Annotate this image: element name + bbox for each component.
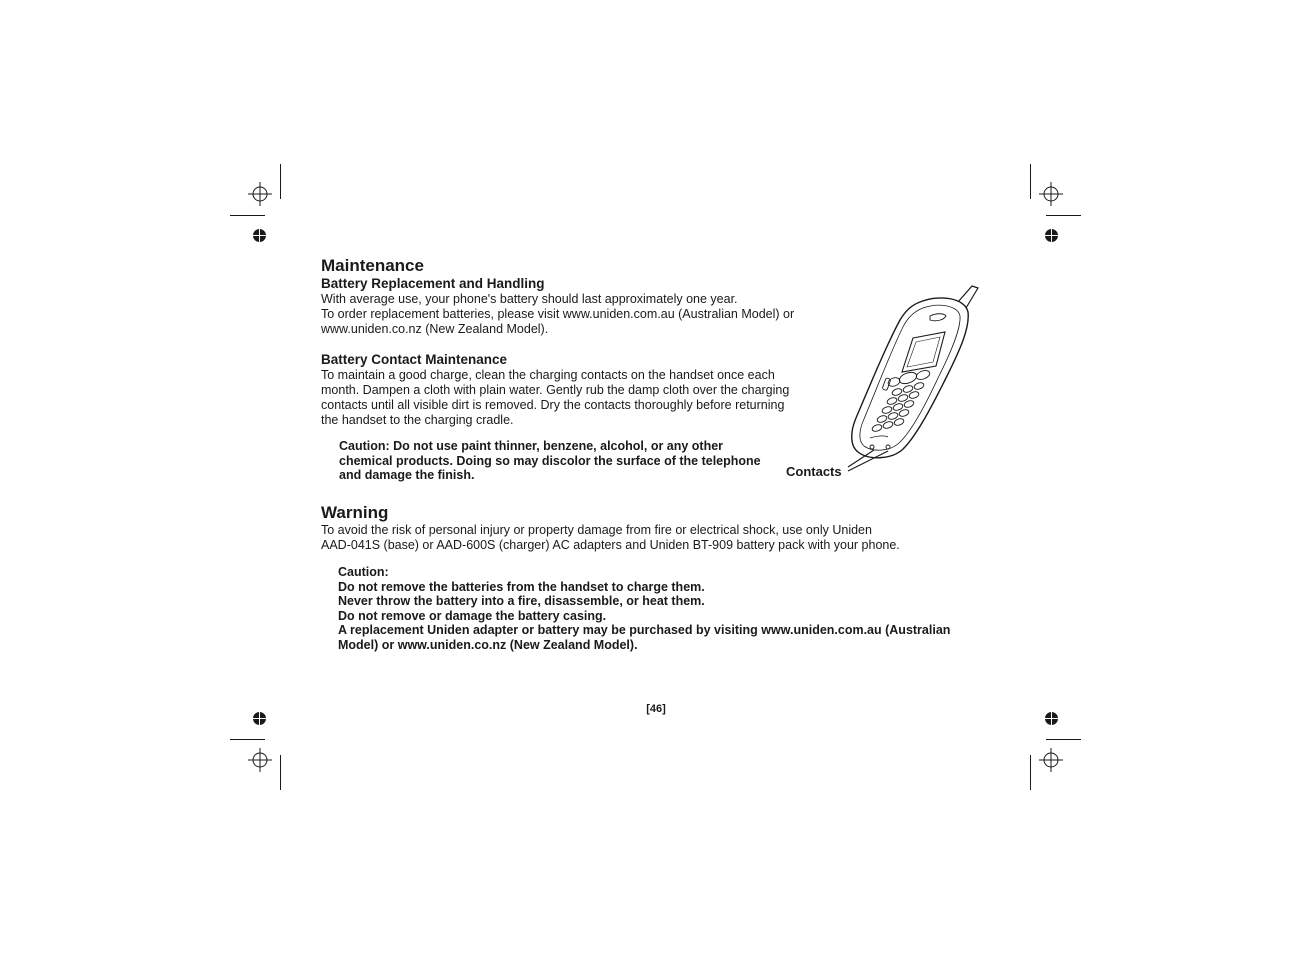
warning-title: Warning (321, 503, 389, 522)
registration-mark-icon (248, 748, 272, 772)
battery-handling-text (321, 292, 794, 336)
crop-line (1046, 739, 1081, 740)
text-line: AAD-041S (base) or AAD-600S (charger) AC adapters and Uniden BT-909 battery pack with your phone. (321, 537, 900, 552)
caution-line: chemical products. Doing so may discolor the surface of the telephone (339, 453, 761, 468)
caution-line: Caution: Do not use paint thinner, benzene, alcohol, or any other (339, 439, 724, 453)
warning-text (321, 523, 900, 553)
text-line: the handset to the charging cradle. (321, 412, 514, 427)
caution-line: Never throw the battery into a fire, disassemble, or heat them. (338, 594, 705, 609)
text-line: contacts until all visible dirt is removed. Dry the contacts thoroughly before returning (321, 397, 785, 412)
caution-line: Do not remove or damage the battery casing. (338, 608, 607, 623)
registration-dot-icon (253, 229, 266, 242)
text-line: With average use, your phone's battery should last approximately one year. (321, 292, 738, 306)
crop-line (230, 739, 265, 740)
text-line: month. Dampen a cloth with plain water. Gently rub the damp cloth over the charging (321, 383, 790, 398)
handset-body (852, 298, 969, 458)
battery-contact-text (321, 368, 794, 427)
caution-line: Do not remove the batteries from the handset to charge them. (338, 579, 705, 594)
maintenance-caution (339, 439, 761, 483)
warning-section (321, 503, 900, 553)
crop-line (1030, 164, 1031, 199)
text-line: To maintain a good charge, clean the charging contacts on the handset once each (321, 368, 775, 383)
text-line: www.uniden.co.nz (New Zealand Model). (321, 321, 549, 336)
text-line: To avoid the risk of personal injury or property damage from fire or electrical shock, use only Uniden (321, 523, 872, 537)
handset-illustration (780, 280, 990, 485)
caution-line: Model) or www.uniden.co.nz (New Zealand Model). (338, 637, 638, 652)
caution-line: and damage the finish. (339, 468, 475, 483)
crop-line (1030, 755, 1031, 790)
battery-handling-heading: Battery Replacement and Handling (321, 276, 545, 291)
registration-mark-icon (1039, 182, 1063, 206)
registration-mark-icon (1039, 748, 1063, 772)
maintenance-title: Maintenance (321, 256, 424, 275)
maintenance-section (321, 256, 794, 428)
crop-line (280, 755, 281, 790)
crop-line (1046, 215, 1081, 216)
text-line: To order replacement batteries, please visit www.uniden.com.au (Australian Model) or (321, 306, 795, 321)
battery-contact-heading: Battery Contact Maintenance (321, 352, 508, 368)
warning-caution (338, 565, 950, 653)
page-number: [46] (646, 703, 666, 715)
contacts-label: Contacts (786, 464, 842, 479)
crop-line (280, 164, 281, 199)
crop-line (230, 215, 265, 216)
registration-dot-icon (1045, 229, 1058, 242)
caution-line: Caution: (338, 565, 389, 579)
caution-line: A replacement Uniden adapter or battery may be purchased by visiting www.uniden.com.au (Australian (338, 623, 951, 638)
registration-mark-icon (248, 182, 272, 206)
